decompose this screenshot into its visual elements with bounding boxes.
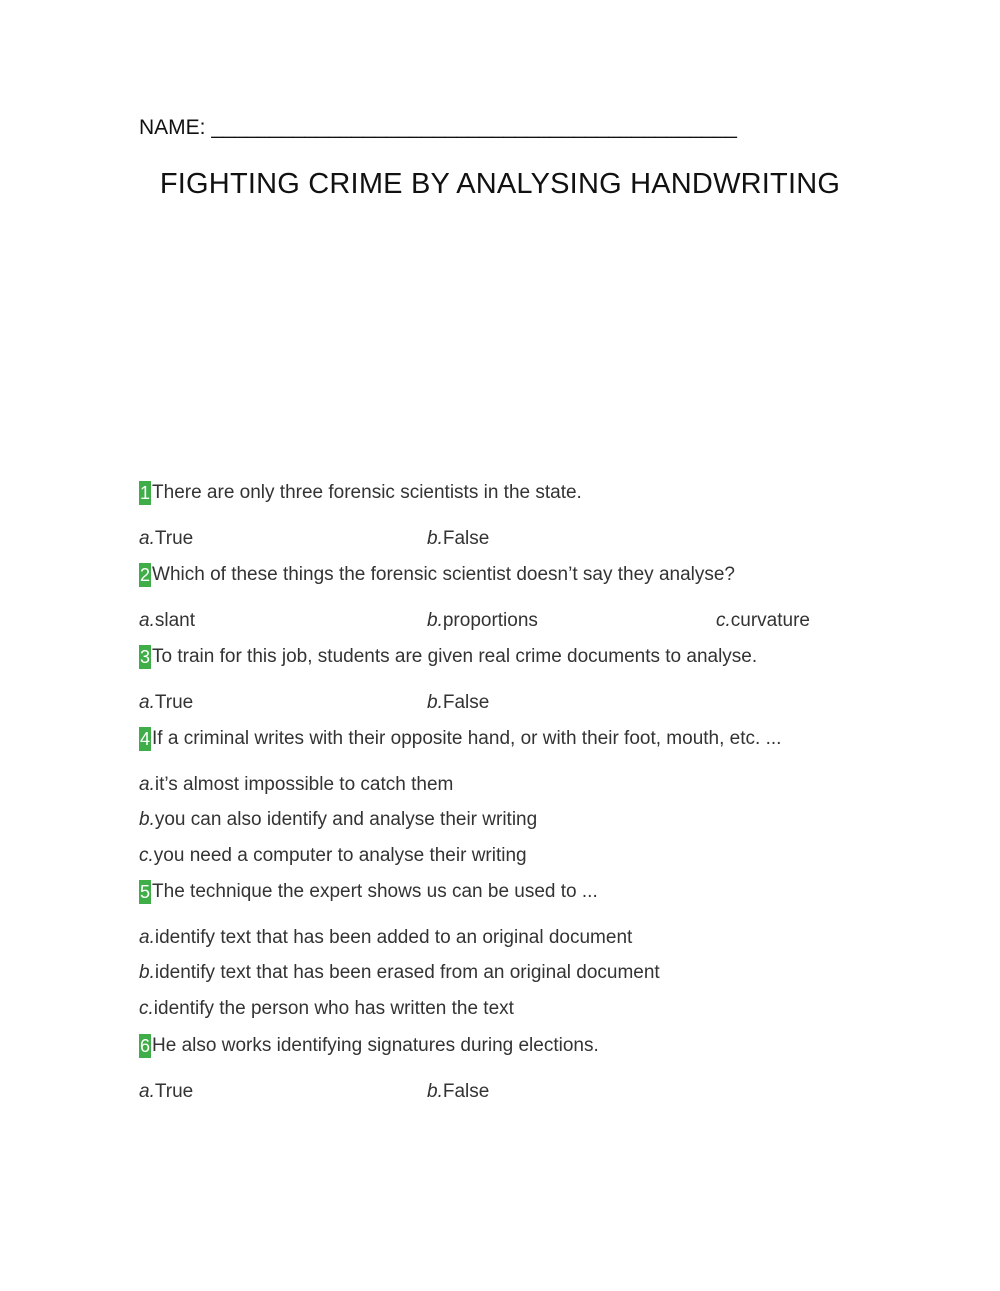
option-1a[interactable] bbox=[139, 528, 193, 550]
option-1b[interactable] bbox=[427, 528, 489, 550]
option-letter: b. bbox=[427, 528, 443, 549]
name-field bbox=[139, 116, 737, 140]
option-letter: a. bbox=[139, 528, 155, 549]
option-letter: a. bbox=[139, 927, 155, 948]
option-6a[interactable] bbox=[139, 1081, 193, 1103]
option-letter: c. bbox=[716, 610, 731, 631]
option-text: True bbox=[154, 1081, 194, 1102]
option-text: you need a computer to analyse their writing bbox=[153, 845, 527, 866]
option-letter: b. bbox=[427, 610, 443, 631]
option-text: proportions bbox=[442, 610, 538, 631]
question-text: To train for this job, students are given real crime documents to analyse. bbox=[152, 646, 758, 667]
question-number-badge: 6 bbox=[140, 1036, 151, 1056]
option-text: it’s almost impossible to catch them bbox=[154, 774, 454, 795]
option-3a[interactable] bbox=[139, 692, 193, 714]
option-5b[interactable] bbox=[139, 962, 660, 984]
option-letter: a. bbox=[139, 610, 155, 631]
page-title: FIGHTING CRIME BY ANALYSING HANDWRITING bbox=[159, 168, 841, 200]
name-label: NAME: bbox=[139, 116, 212, 139]
option-text: identify text that has been added to an original document bbox=[154, 927, 633, 948]
option-letter: b. bbox=[427, 1081, 443, 1102]
option-text: slant bbox=[154, 610, 195, 631]
option-letter: a. bbox=[139, 692, 155, 713]
option-text: False bbox=[442, 692, 490, 713]
option-3b[interactable] bbox=[427, 692, 489, 714]
option-text: you can also identify and analyse their writing bbox=[154, 809, 538, 830]
option-letter: c. bbox=[139, 845, 154, 866]
option-text: identify text that has been erased from an original document bbox=[154, 962, 660, 983]
option-text: identify the person who has written the text bbox=[153, 998, 514, 1019]
question-text: He also works identifying signatures during elections. bbox=[152, 1035, 599, 1056]
option-letter: a. bbox=[139, 1081, 155, 1102]
question-number-badge: 4 bbox=[140, 729, 151, 749]
option-letter: c. bbox=[139, 998, 154, 1019]
question-5 bbox=[139, 880, 598, 904]
question-text: There are only three forensic scientists in the state. bbox=[152, 482, 582, 503]
option-text: False bbox=[442, 528, 490, 549]
question-text: If a criminal writes with their opposite hand, or with their foot, mouth, etc. ... bbox=[152, 728, 782, 749]
question-3 bbox=[139, 645, 757, 669]
option-4a[interactable] bbox=[139, 774, 453, 796]
option-5c[interactable] bbox=[139, 998, 514, 1020]
option-2c[interactable] bbox=[716, 610, 810, 632]
option-2a[interactable] bbox=[139, 610, 195, 632]
question-1 bbox=[139, 481, 582, 505]
option-6b[interactable] bbox=[427, 1081, 489, 1103]
question-number-badge: 3 bbox=[140, 647, 151, 667]
option-letter: b. bbox=[139, 809, 155, 830]
option-text: False bbox=[442, 1081, 490, 1102]
question-4 bbox=[139, 727, 781, 751]
question-2 bbox=[139, 563, 735, 587]
option-letter: a. bbox=[139, 774, 155, 795]
question-number-badge: 1 bbox=[140, 483, 151, 503]
option-letter: b. bbox=[427, 692, 443, 713]
option-4c[interactable] bbox=[139, 845, 527, 867]
question-text: The technique the expert shows us can be used to ... bbox=[152, 881, 598, 902]
option-4b[interactable] bbox=[139, 809, 537, 831]
option-text: True bbox=[154, 692, 194, 713]
option-2b[interactable] bbox=[427, 610, 538, 632]
option-letter: b. bbox=[139, 962, 155, 983]
question-number-badge: 2 bbox=[140, 565, 151, 585]
question-6 bbox=[139, 1034, 599, 1058]
question-text: Which of these things the forensic scientist doesn’t say they analyse? bbox=[152, 564, 735, 585]
option-text: True bbox=[154, 528, 194, 549]
question-number-badge: 5 bbox=[140, 882, 151, 902]
option-5a[interactable] bbox=[139, 927, 632, 949]
name-blank: _____________________________________________ bbox=[211, 116, 737, 139]
option-text: curvature bbox=[730, 610, 810, 631]
